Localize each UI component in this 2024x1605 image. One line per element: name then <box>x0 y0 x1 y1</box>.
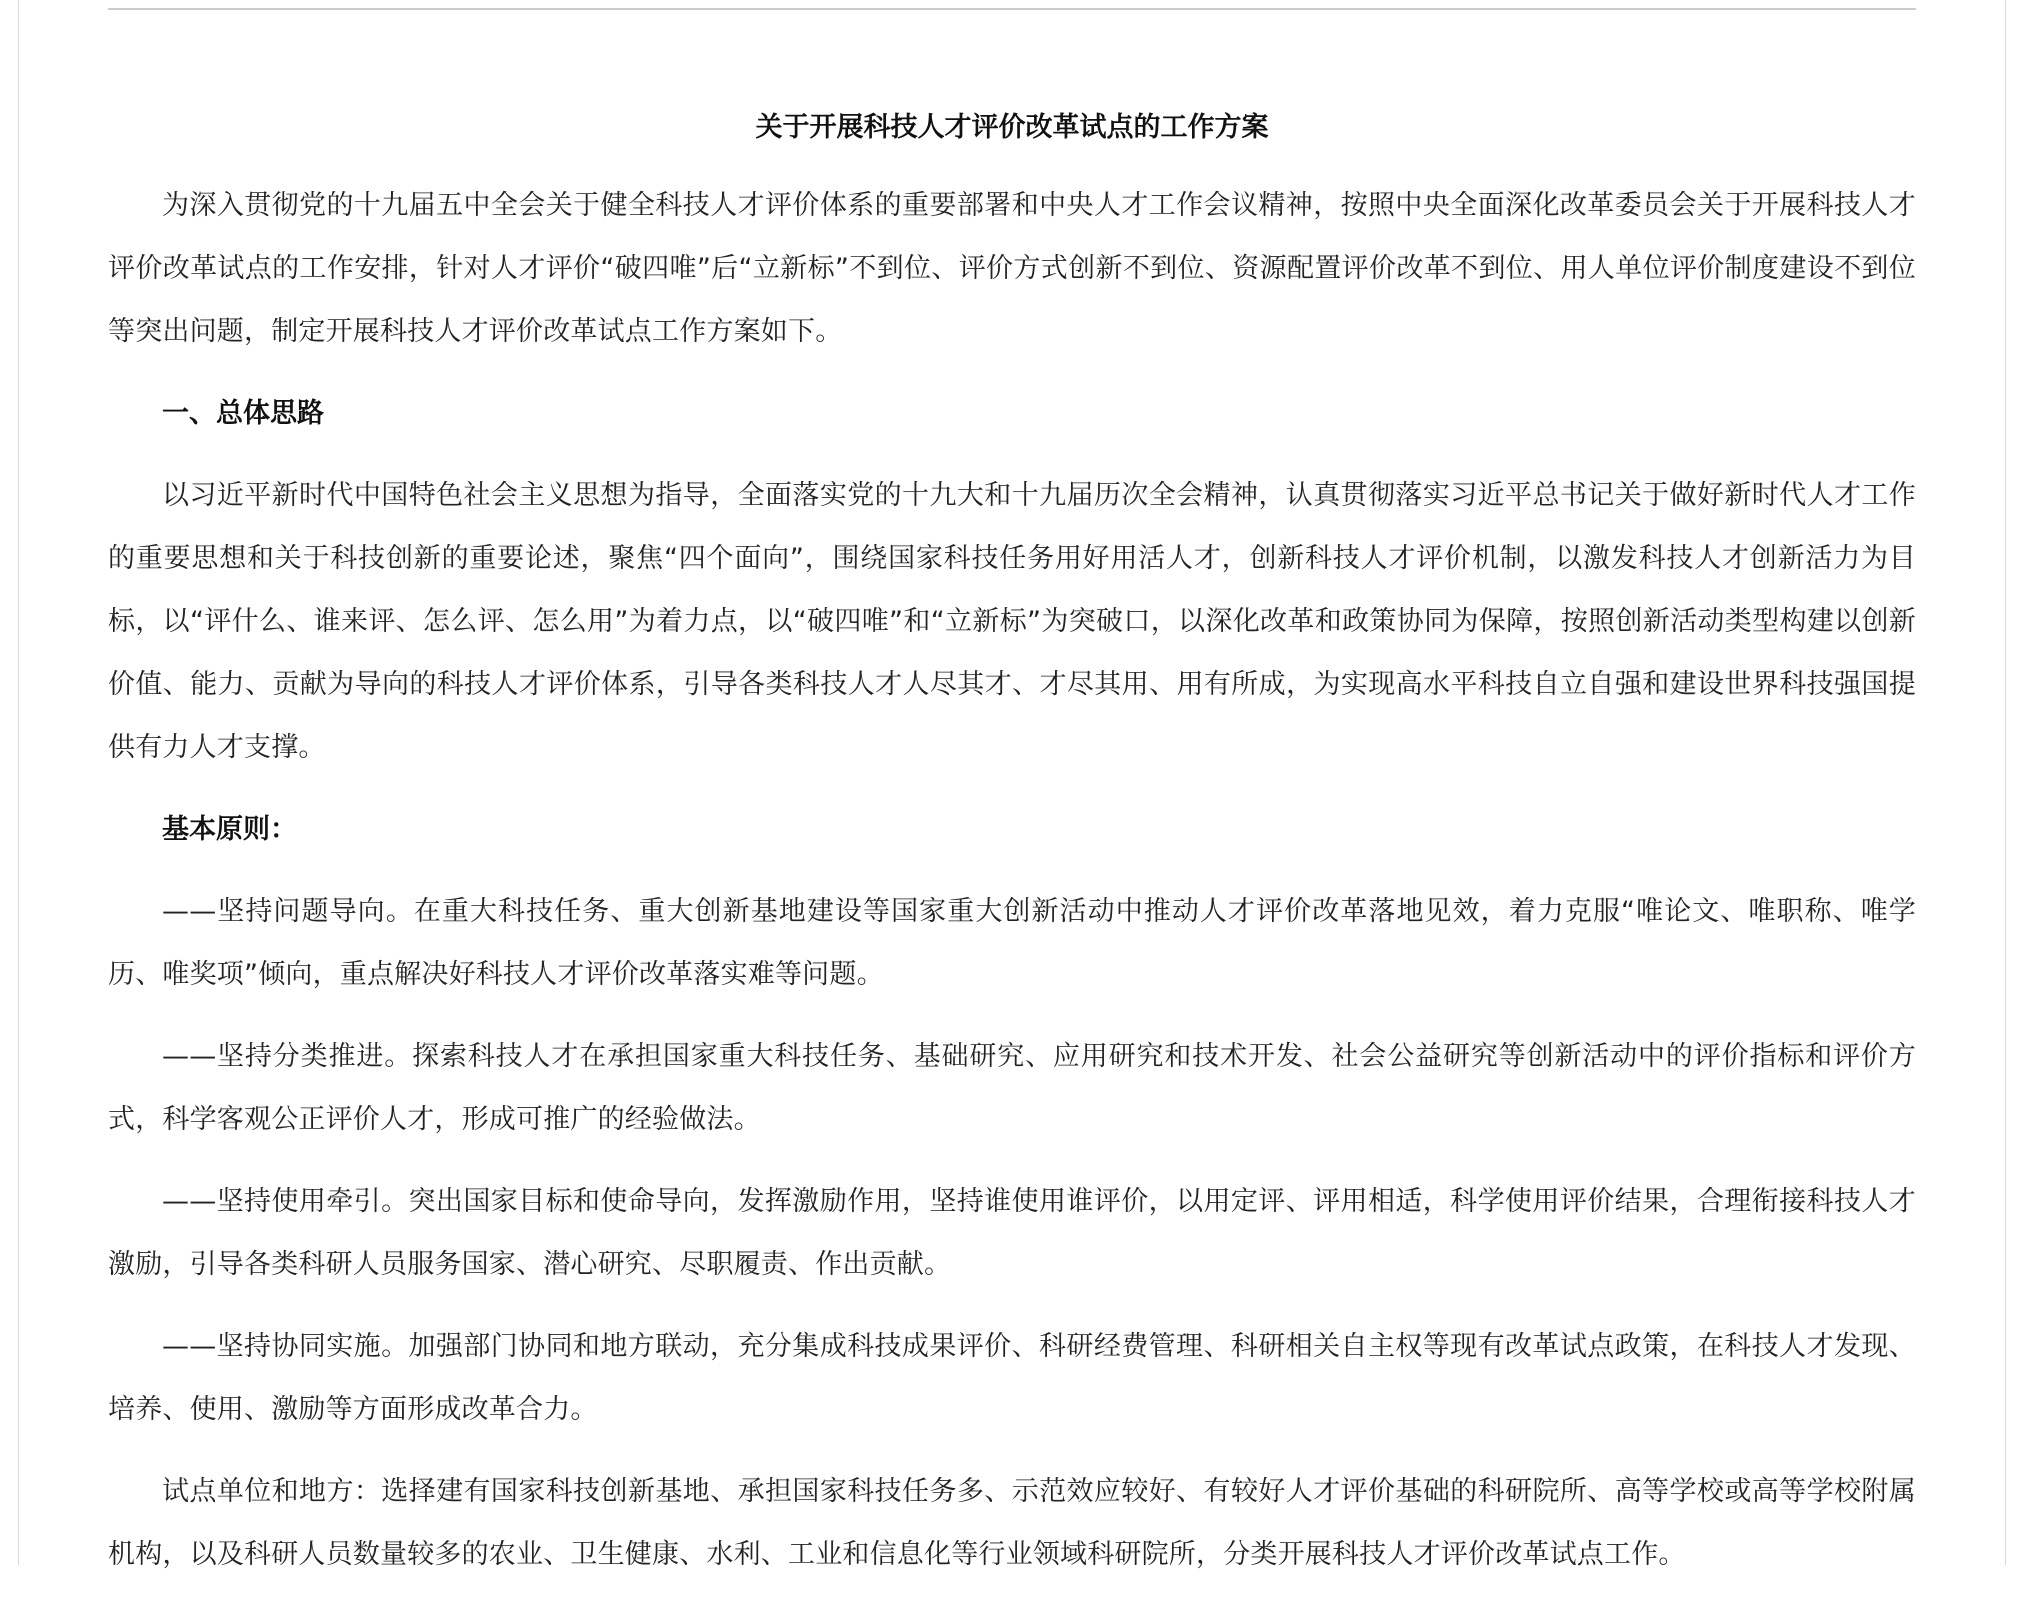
document-body <box>108 98 1916 1605</box>
principles-heading: 基本原则： <box>162 814 297 845</box>
principle-coordinated-implementation: ——坚持协同实施。加强部门协同和地方联动，充分集成科技成果评价、科研经费管理、科研相关自主权等现有改革试点政策，在科技人才发现、培养、使用、激励等方面形成改革合力。 <box>108 1331 1916 1425</box>
principle-use-driven: ——坚持使用牵引。突出国家目标和使命导向，发挥激励作用，坚持谁使用谁评价，以用定评、评用相适，科学使用评价结果，合理衔接科技人才激励，引导各类科研人员服务国家、潜心研究、尽职履责、作出贡献。 <box>108 1186 1916 1280</box>
principle-problem-oriented: ——坚持问题导向。在重大科技任务、重大创新基地建设等国家重大创新活动中推动人才评价改革落地见效，着力克服“唯论文、唯职称、唯学历、唯奖项”倾向，重点解决好科技人才评价改革落实难等问题。 <box>108 896 1916 990</box>
section-heading-overall-approach: 一、总体思路 <box>162 398 324 429</box>
overall-approach-paragraph: 以习近平新时代中国特色社会主义思想为指导，全面落实党的十九大和十九届历次全会精神，认真贯彻落实习近平总书记关于做好新时代人才工作的重要思想和关于科技创新的重要论述，聚焦“四个面向”，围绕国家科技任务用好用活人才，创新科技人才评价机制，以激发科技人才创新活力为目标，以“评什么、谁来评、怎么评、怎么用”为着力点，以“破四唯”和“立新标”为突破口，以深化改革和政策协同为保障，按照创新活动类型构建以创新价值、能力、贡献为导向的科技人才评价体系，引导各类科技人才人尽其才、才尽其用、用有所成，为实现高水平科技自立自强和建设世界科技强国提供有力人才支撑。 <box>108 480 1916 763</box>
principle-classified-advancement: ——坚持分类推进。探索科技人才在承担国家重大科技任务、基础研究、应用研究和技术开发、社会公益研究等创新活动中的评价指标和评价方式，科学客观公正评价人才，形成可推广的经验做法。 <box>108 1041 1916 1135</box>
intro-paragraph: 为深入贯彻党的十九届五中全会关于健全科技人才评价体系的重要部署和中央人才工作会议精神，按照中央全面深化改革委员会关于开展科技人才评价改革试点的工作安排，针对人才评价“破四唯”后“立新标”不到位、评价方式创新不到位、资源配置评价改革不到位、用人单位评价制度建设不到位等突出问题，制定开展科技人才评价改革试点工作方案如下。 <box>108 190 1916 347</box>
top-divider <box>108 8 1916 10</box>
pilot-units-paragraph: 试点单位和地方：选择建有国家科技创新基地、承担国家科技任务多、示范效应较好、有较好人才评价基础的科研院所、高等学校或高等学校附属机构，以及科研人员数量较多的农业、卫生健康、水利、工业和信息化等行业领域科研院所，分类开展科技人才评价改革试点工作。 <box>108 1476 1916 1570</box>
document-title: 关于开展科技人才评价改革试点的工作方案 <box>755 112 1269 143</box>
